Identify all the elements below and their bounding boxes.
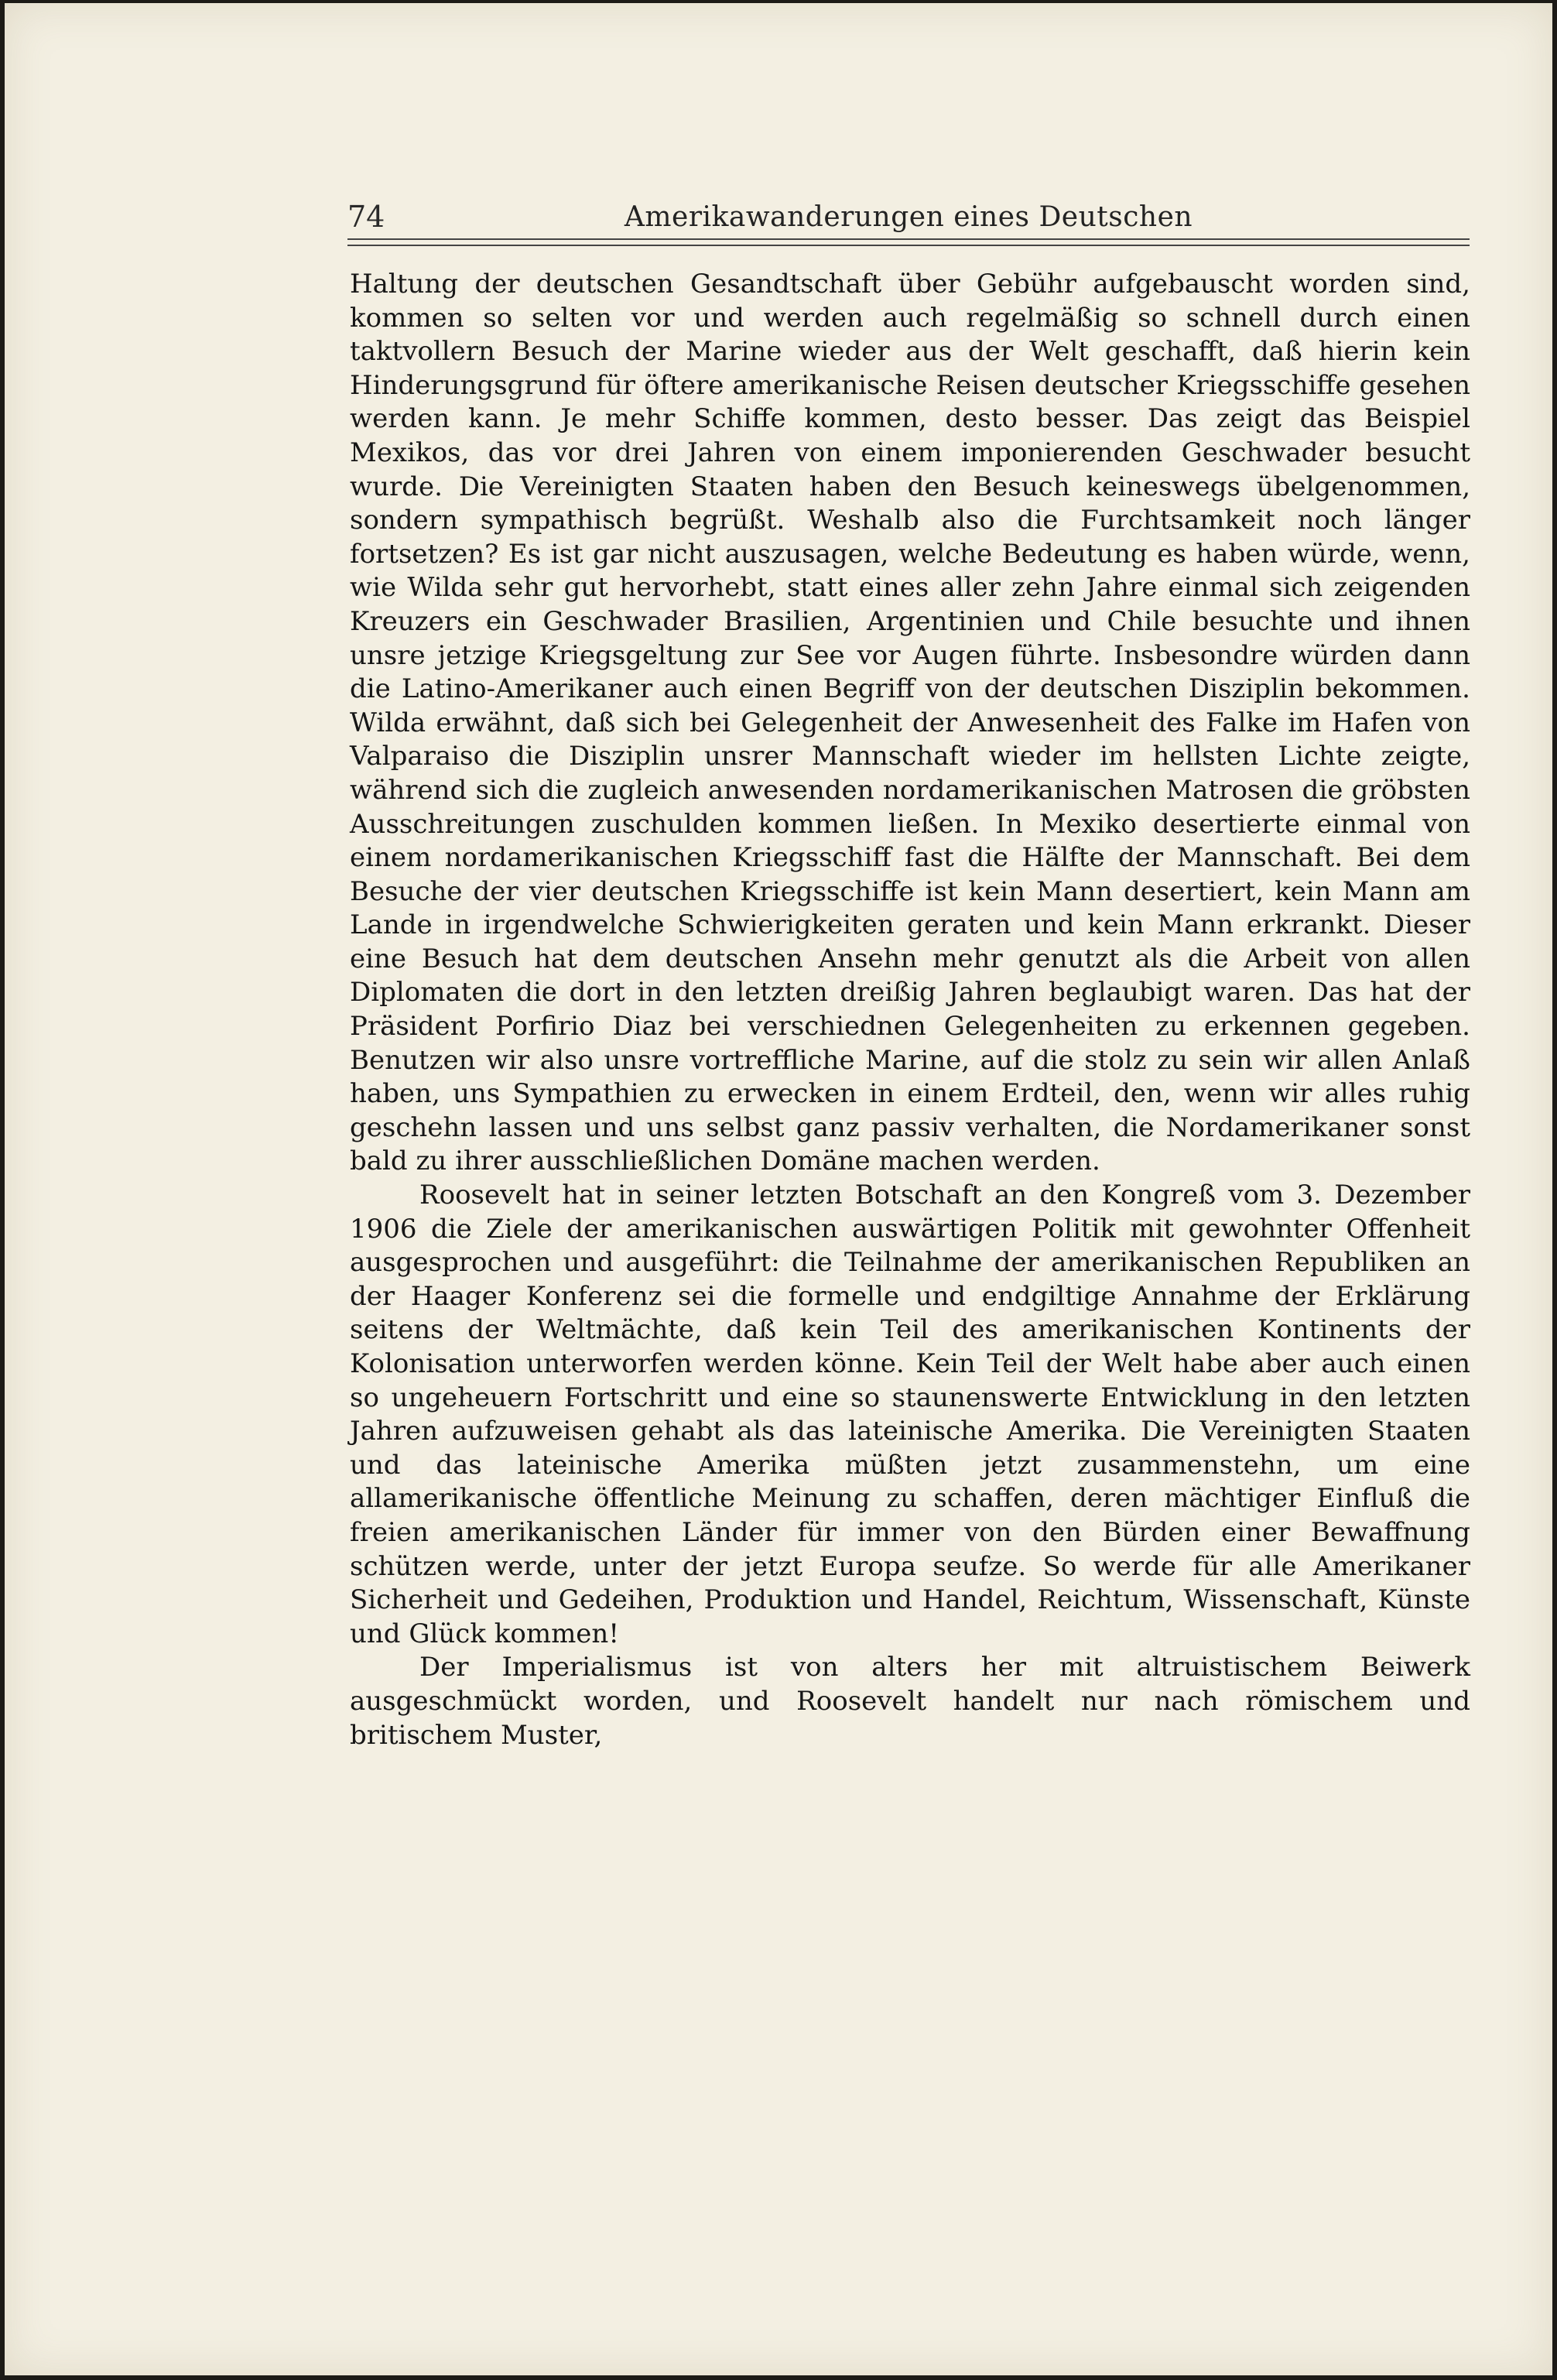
paragraph-roosevelt-botschaft: Roosevelt hat in seiner letzten Botschaft an den Kongreß vom 3. Dezember 1906 die Ziele der amerikanischen auswärtigen Politik mit gewohnter Offenheit ausgesprochen und ausgeführt: die Teilnahme der amerikanischen Republiken an der Haager Konferenz sei die formelle und endgiltige Annahme der Erklärung seitens der Weltmächte, daß kein Teil des amerikanischen Kontinents der Kolonisation unterworfen werden könne. Kein Teil der Welt habe aber auch einen so ungeheuern Fortschritt und eine so staunenswerte Entwicklung in den letzten Jahren aufzuweisen gehabt als das lateinische Amerika. Die Vereinigten Staaten und das lateinische Amerika müßten jetzt zusammenstehn, um eine allamerikanische öffentliche Meinung zu schaffen, deren mächtiger Einfluß die freien amerikanischen Länder für immer von den Bürden einer Bewaffnung schützen werde, unter der jetzt Europa seufze. So werde für alle Amerikaner Sicherheit und Gedeihen, Produktion und Handel, Reichtum, Wissenschaft, Künste und Glück kommen!	[350, 1180, 1470, 1649]
header-double-rule	[347, 238, 1470, 246]
paragraph-continuation: Haltung der deutschen Gesandtschaft über Gebühr aufgebauscht worden sind, kommen so selten vor und werden auch regelmäßig so schnell durch einen taktvollern Besuch der Marine wieder aus der Welt geschafft, daß hierin kein Hinderungsgrund für öftere amerikanische Reisen deutscher Kriegsschiffe gesehen werden kann. Je mehr Schiffe kommen, desto besser. Das zeigt das Beispiel Mexikos, das vor drei Jahren von einem imponierenden Geschwader besucht wurde. Die Vereinigten Staaten haben den Besuch keineswegs übelgenommen, sondern sympathisch begrüßt. Weshalb also die Furchtsamkeit noch länger fortsetzen? Es ist gar nicht auszusagen, welche Bedeutung es haben würde, wenn, wie Wilda sehr gut hervorhebt, statt eines aller zehn Jahre einmal sich zeigenden Kreuzers ein Geschwader Brasilien, Argentinien und Chile besuchte und ihnen unsre jetzige Kriegsgeltung zur See vor Augen führte. Insbesondre würden dann die Latino-Amerikaner auch einen Begriff von der deutschen Disziplin bekommen. Wilda erwähnt, daß sich bei Gelegenheit der Anwesenheit des Falke im Hafen von Valparaiso die Disziplin unsrer Mannschaft wieder im hellsten Lichte zeigte, während sich die zugleich anwesenden nordamerikanischen Matrosen die gröbsten Ausschreitungen zuschulden kommen ließen. In Mexiko desertierte einmal von einem nordamerikanischen Kriegsschiff fast die Hälfte der Mannschaft. Bei dem Besuche der vier deutschen Kriegsschiffe ist kein Mann desertiert, kein Mann am Lande in irgendwelche Schwierigkeiten geraten und kein Mann erkrankt. Dieser eine Besuch hat dem deutschen Ansehn mehr genutzt als die Arbeit von allen Diplomaten die dort in den letzten dreißig Jahren beglaubigt waren. Das hat der Präsident Porfirio Diaz bei verschiednen Gelegenheiten zu erkennen gegeben. Benutzen wir also unsre vortreffliche Marine, auf die stolz zu sein wir allen Anlaß haben, uns Sympathien zu erwecken in einem Erdteil, den, wenn wir alles ruhig geschehn lassen und uns selbst ganz passiv verhalten, die Nordamerikaner sonst bald zu ihrer ausschließlichen Domäne machen werden.	[350, 269, 1470, 1177]
running-title: Amerikawanderungen eines Deutschen	[624, 201, 1193, 233]
page-number: 74	[347, 200, 385, 234]
page-header	[347, 200, 1470, 237]
book-page	[5, 3, 1552, 2375]
paragraph-imperialismus: Der Imperialismus ist von alters her mit altruistischem Beiwerk ausgeschmückt worden, und Roosevelt handelt nur nach römischem und britischem Muster,	[350, 1652, 1470, 1751]
page-body-text	[350, 268, 1470, 1752]
